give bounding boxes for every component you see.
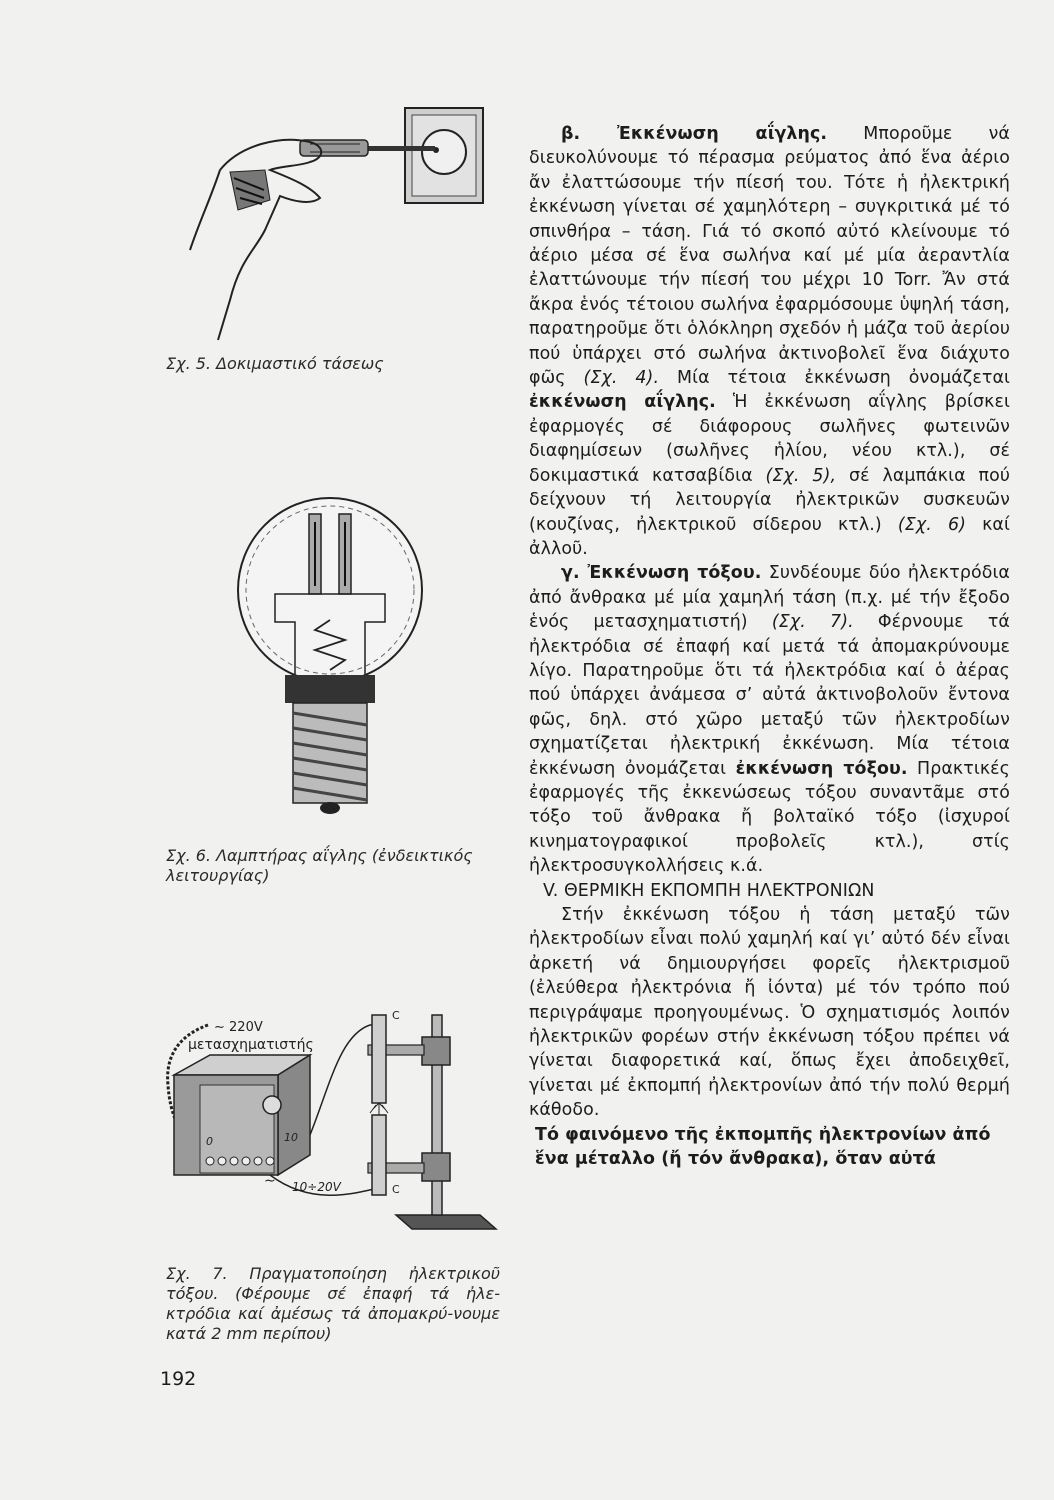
- stand-clamp-bottom: [422, 1153, 450, 1181]
- paragraph-bold-intro: Τό φαινόμενο τῆς ἐκπομπῆς ἠλεκτρονίων ἀπό ἕνα μέταλλο (ἤ τόν ἄνθρακα), ὅταν αὐτά: [535, 1124, 991, 1170]
- stand-clamp-top: [422, 1037, 450, 1065]
- page-number: 192: [160, 1368, 197, 1390]
- fig7-illustration: [160, 1005, 500, 1245]
- lamp-collar: [285, 675, 375, 703]
- text-column: [529, 122, 1010, 1171]
- fig7-label-range: 10÷20V: [292, 1180, 341, 1194]
- socket-hole: [422, 130, 466, 174]
- fig7-label-voltage: ∼ 220V: [214, 1020, 263, 1035]
- carbon-electrode-bottom: [372, 1115, 386, 1195]
- fig7-caption: Σχ. 7. Πραγματοποίηση ἠλεκτρικοῦ τόξου. (Φέρουμε σέ ἐπαφή τά ἠλε-κτρόδια καί ἀμέσως τά ἀπομακρύ-νουμε κατά 2 mm περίπου): [166, 1264, 500, 1343]
- paragraph-glow-discharge: β. Ἐκκένωση αΐγλης. Μποροῦμε νά διευκολύνουμε τό πέρασμα ρεύματος ἀπό ἕνα ἀέριο ἄν ἐλαττώσουμε τήν πίεσή του. Τότε ἡ ἠλεκτρική ἐκκένωση γίνεται σέ χαμηλότερη – συγκριτικά μέ τό σπινθήρα – τάση. Γιά τό σκοπό αὐτό κλείνουμε τό ἀέριο μέσα σέ ἕνα σωλήνα καί μέ μία ἀεραντλία ἐλαττώνουμε τήν πίεσή του μέχρι 10 Torr. Ἄν στά ἄκρα ἑνός τέτοιου σωλήνα ἐφαρμόσουμε ὑψηλή τάση, παρατηροῦμε ὅτι ὁλόκληρη σχεδόν ἡ μάζα τοῦ ἀερίου πού ὑπάρχει στό σωλήνα ἀκτινοβολεῖ ἕνα διάχυτο φῶς (Σχ. 4). Μία τέτοια ἐκκένωση ὀνομάζεται ἐκκένωση αΐγλης. Ἡ ἐκκένωση αΐγλης βρίσκει ἐφαρμογές σέ διάφορους σωλῆνες φωτεινῶν διαφημίσεων (σωλῆνες ἡλίου, νέου κτλ.), σέ δοκιμαστικά κατσαβίδια (Σχ. 5), σέ λαμπάκια πού δείχνουν τή λειτουργία ἠλεκτρικῶν συσκευῶν (κουζίνας, ἠλεκτρικοῦ σίδερου κτλ.) (Σχ. 6) καί ἀλλοῦ.: [529, 124, 1010, 559]
- fig7-label-tilde: ∼: [264, 1173, 276, 1189]
- transformer-knob: [263, 1096, 281, 1114]
- fig7-label-c-bottom: C: [392, 1183, 400, 1196]
- arc-spark: [370, 1103, 388, 1115]
- carbon-electrode-top: [372, 1015, 386, 1103]
- fig5-illustration: [160, 100, 500, 360]
- transformer-box-side: [278, 1055, 310, 1175]
- fig5-caption: Σχ. 5. Δοκιμαστικό τάσεως: [166, 354, 384, 373]
- section-title: V. ΘΕΡΜΙΚΗ ΕΚΠΟΜΠΗ ΗΛΕΚΤΡΟΝΙΩΝ: [543, 880, 875, 901]
- fig7-label-c-top: C: [392, 1009, 400, 1022]
- term-arc-discharge: ἐκκένωση τόξου.: [735, 758, 908, 779]
- heading-glow-discharge: β. Ἐκκένωση αΐγλης.: [561, 124, 828, 144]
- stand-base: [396, 1215, 496, 1229]
- fig7-label-zero: 0: [206, 1135, 213, 1148]
- heading-arc-discharge: γ. Ἐκκένωση τόξου.: [561, 563, 762, 584]
- wire-top: [310, 1025, 382, 1135]
- fig7-label-ten: 10: [284, 1131, 298, 1144]
- fig6-illustration: [235, 470, 425, 830]
- paragraph-thermionic: Στήν ἐκκένωση τόξου ἡ τάση μεταξύ τῶν ἠλεκτροδίων εἶναι πολύ χαμηλή καί γι’ αὐτό δέν εἶναι ἀρκετή νά δημιουργήσει φορεῖς ἠλεκτρισμοῦ (ἐλεύθερα ἠλεκτρόνια ἤ ἰόντα) μέ τόν τρόπο πού περιγράψαμε προηγουμένως. Ὁ σχηματισμός λοιπόν ἠλεκτρικῶν φορέων στήν ἐκκένωση τόξου πρέπει νά γίνεται διαφορετικά καί, ὅπως ἔχει ἀποδειχθεῖ, γίνεται μέ ἐκπομπή ἠλεκτρονίων ἀπό τήν πολύ θερμή κάθοδο.: [529, 905, 1010, 1121]
- paragraph-arc-discharge: γ. Ἐκκένωση τόξου. Συνδέουμε δύο ἠλεκτρόδια ἀπό ἄνθρακα μέ μία χαμηλή τάση (π.χ. μέ τήν ἔξοδο ἑνός μετασχηματιστή) (Σχ. 7). Φέρνουμε τά ἠλεκτρόδια σέ ἐπαφή καί μετά τά ἀπομακρύνουμε λίγο. Παρατηροῦμε ὅτι τά ἠλεκτρόδια καί ὁ ἀέρας πού ὑπάρχει ἀνάμεσα σ’ αὐτά ἀκτινοβολοῦν ἔντονα φῶς, δηλ. στό χῶρο μεταξύ τῶν ἠλεκτροδίων σχηματίζεται ἠλεκτρική ἐκκένωση. Μία τέτοια ἐκκένωση ὀνομάζεται ἐκκένωση τόξου. Πρακτικές ἐφαρμογές τῆς ἐκκενώσεως τόξου συναντᾶμε στό τόξο τοῦ ἄνθρακα ἤ βολταϊκό τόξο (ἰσχυροί κινηματογραφικοί προβολεῖς κτλ.), στίς ἠλεκτροσυγκολλήσεις κ.ά.: [529, 563, 1011, 877]
- fig7-label-transformer: μετασχηματιστής: [188, 1037, 314, 1053]
- screwdriver-shaft: [365, 146, 435, 151]
- fig6-caption: Σχ. 6. Λαμπτήρας αΐγλης (ἐνδεικτικός λειτουργίας): [166, 846, 473, 885]
- term-glow-discharge: ἐκκένωση αΐγλης.: [529, 392, 716, 413]
- hand-outline: [190, 140, 321, 340]
- lamp-contact: [320, 802, 340, 814]
